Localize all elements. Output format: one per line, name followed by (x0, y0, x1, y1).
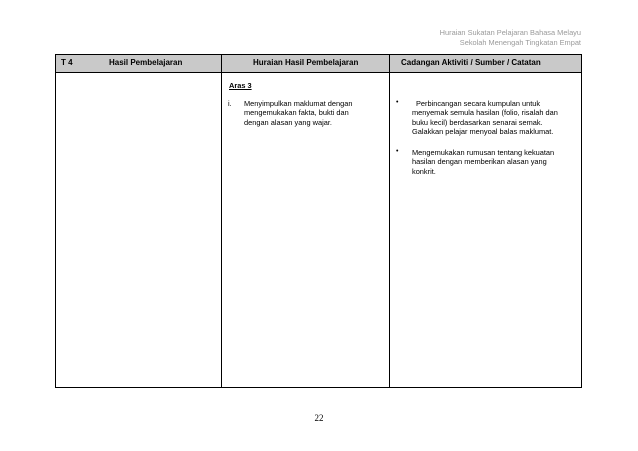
header-line-1: Huraian Sukatan Pelajaran Bahasa Melayu (439, 28, 581, 37)
header-suggested-activities: Cadangan Aktiviti / Sumber / Catatan (401, 58, 541, 67)
activity-1-line-3: buku kecil) berdasarkan senarai semak. (412, 117, 543, 127)
activity-1-line-4: Galakkan pelajar menyoal balas maklumat. (412, 126, 554, 136)
activity-1-line-1: Perbincangan secara kumpulan untuk (416, 99, 541, 108)
page-number: 22 (314, 413, 324, 423)
header-outcome-description: Huraian Hasil Pembelajaran (253, 58, 359, 67)
header-line-2: Sekolah Menengah Tingkatan Empat (459, 38, 581, 47)
description-line-3: dengan alasan yang wajar. (244, 117, 332, 127)
description-line-2: mengemukakan fakta, bukti dan (244, 108, 349, 118)
item-number: i. (228, 99, 232, 108)
activity-1-line-2: menyemak semula hasilan (folio, risalah dan (412, 108, 558, 118)
column-divider-1 (221, 55, 222, 387)
bullet-icon: • (396, 99, 399, 106)
level-heading: Aras 3 (229, 81, 252, 90)
curriculum-table (55, 54, 582, 388)
header-level: T 4 (61, 58, 73, 67)
table-header-row (56, 55, 581, 73)
activity-2-line-3: konkrit. (412, 166, 436, 176)
description-item (244, 99, 384, 127)
activity-item-2 (412, 148, 577, 176)
activity-2-line-2: hasilan dengan memberikan alasan yang (412, 157, 547, 167)
activity-item-1 (412, 99, 577, 136)
header-learning-outcomes: Hasil Pembelajaran (109, 58, 183, 67)
running-header (321, 28, 581, 48)
description-line-1: Menyimpulkan maklumat dengan (244, 99, 353, 108)
bullet-icon: • (396, 148, 399, 155)
activity-2-line-1: Mengemukakan rumusan tentang kekuatan (412, 148, 555, 157)
column-divider-2 (389, 55, 390, 387)
